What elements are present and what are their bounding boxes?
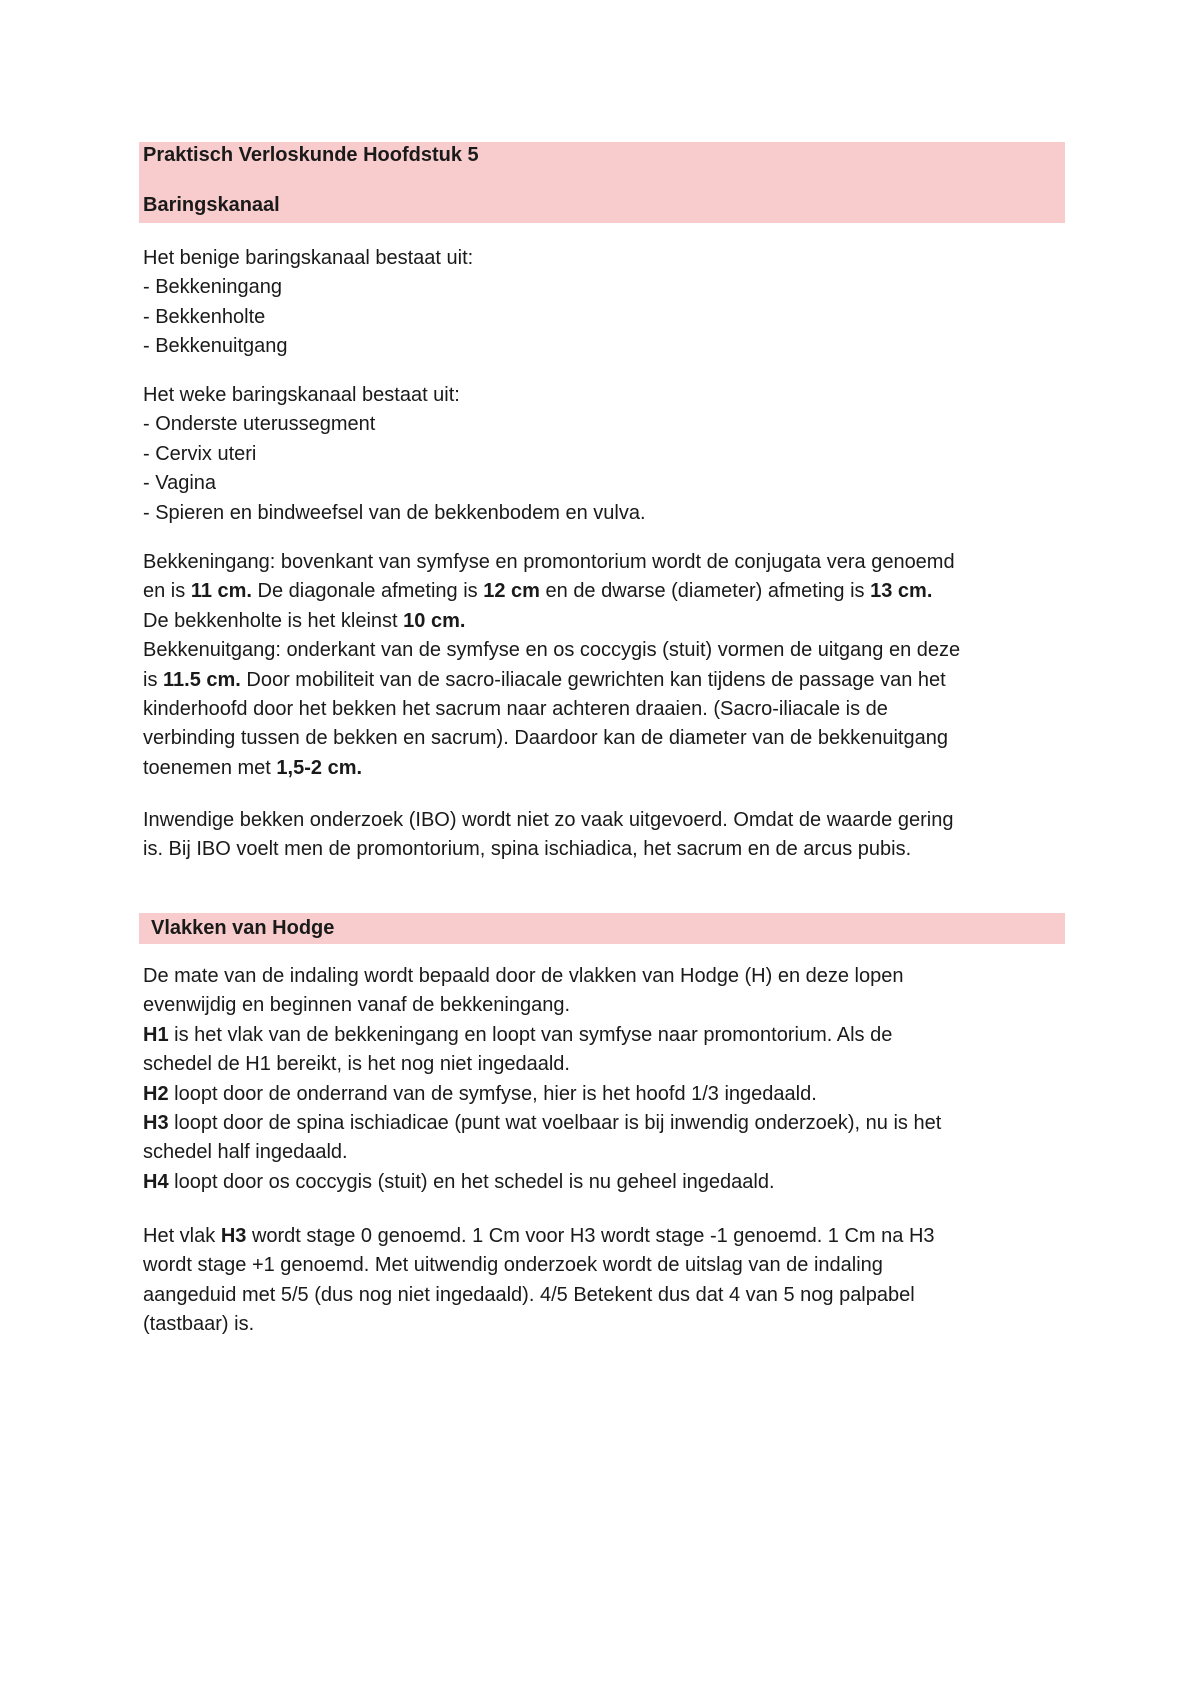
text-line: verbinding tussen de bekken en sacrum). Daardoor kan de diameter van de bekkenuitgang (143, 727, 948, 750)
text-segment: loopt door de spina ischiadicae (punt wat voelbaar is bij inwendig onderzoek), nu is het (168, 1112, 942, 1135)
text-segment: toenemen met (143, 756, 277, 779)
text-line: aangeduid met 5/5 (dus nog niet ingedaald). 4/5 Betekent dus dat 4 van 5 nog palpabel (143, 1283, 915, 1306)
week-list-block (143, 381, 1073, 528)
section-highlight-band (139, 913, 1065, 944)
ibo-paragraph (143, 806, 1073, 865)
text-line (143, 1109, 1073, 1138)
bold-text: H3 (143, 1112, 169, 1135)
text-segment: wordt stage 0 genoemd. 1 Cm voor H3 wordt stage -1 genoemd. 1 Cm na H3 (246, 1225, 935, 1247)
bold-text: H1 (143, 1023, 169, 1046)
list-item: - Spieren en bindweefsel van de bekkenbodem en vulva. (143, 501, 646, 524)
text-line: schedel half ingedaald. (143, 1141, 348, 1164)
list-item: - Cervix uteri (143, 442, 257, 465)
bold-text: H3 (220, 1225, 247, 1247)
list-item: - Bekkenuitgang (143, 335, 288, 358)
bekken-paragraph (143, 548, 1073, 783)
text-line (143, 1168, 1073, 1197)
section-heading-baringskanaal: Baringskanaal (143, 194, 280, 216)
text-segment: loopt door os coccygis (stuit) en het schedel is nu geheel ingedaald. (168, 1170, 775, 1193)
text-segment: en de dwarse (diameter) afmeting is (539, 580, 871, 603)
section-heading-hodge: Vlakken van Hodge (151, 917, 335, 939)
text-segment: is het vlak van de bekkeningang en loopt van symfyse naar promontorium. Als de (168, 1023, 893, 1046)
bold-text: 11 cm. (190, 580, 252, 603)
text-segment: Door mobiliteit van de sacro-iliacale gewrichten kan tijdens de passage van het (240, 668, 946, 691)
text-line (143, 1021, 1073, 1050)
text-segment: Het vlak (143, 1225, 221, 1247)
text-segment: loopt door de onderrand van de symfyse, hier is het hoofd 1/3 ingedaald. (168, 1082, 817, 1105)
text-segment: is (143, 668, 163, 691)
text-line: schedel de H1 bereikt, is het nog niet ingedaald. (143, 1053, 570, 1076)
text-line: Bekkeningang: bovenkant van symfyse en promontorium wordt de conjugata vera genoemd (143, 551, 955, 573)
text-line (143, 666, 1073, 695)
bold-text: 12 cm (483, 580, 540, 603)
text-segment: De diagonale afmeting is (251, 580, 484, 603)
text-line: evenwijdig en beginnen vanaf de bekkeningang. (143, 994, 571, 1017)
text-line (143, 607, 1073, 636)
text-line: (tastbaar) is. (143, 1313, 255, 1336)
text-line: is. Bij IBO voelt men de promontorium, spina ischiadica, het sacrum en de arcus pubis. (143, 838, 912, 861)
bold-text: 1,5-2 cm. (276, 756, 363, 779)
benig-list-block (143, 244, 1073, 362)
document-title: Praktisch Verloskunde Hoofdstuk 5 (143, 144, 479, 166)
bold-text: 10 cm. (403, 609, 466, 632)
week-intro: Het weke baringskanaal bestaat uit: (143, 384, 460, 406)
text-line: Inwendige bekken onderzoek (IBO) wordt niet zo vaak uitgevoerd. Omdat de waarde gering (143, 809, 954, 831)
text-line: kinderhoofd door het bekken het sacrum naar achteren draaien. (Sacro-iliacale is de (143, 698, 888, 721)
bold-text: H2 (143, 1082, 169, 1105)
text-line (143, 1080, 1073, 1109)
stage-paragraph (143, 1222, 1073, 1340)
text-line (143, 1222, 1073, 1251)
text-segment: en is (143, 580, 191, 603)
list-item: - Onderste uterussegment (143, 413, 376, 436)
benig-intro: Het benige baringskanaal bestaat uit: (143, 247, 474, 269)
text-line (143, 754, 1073, 783)
bold-text: 13 cm. (870, 580, 933, 603)
list-item: - Bekkeningang (143, 276, 282, 299)
bold-text: H4 (143, 1170, 169, 1193)
list-item: - Bekkenholte (143, 305, 266, 328)
list-item: - Vagina (143, 472, 217, 495)
text-line: wordt stage +1 genoemd. Met uitwendig onderzoek wordt de uitslag van de indaling (143, 1254, 883, 1277)
text-line: De mate van de indaling wordt bepaald door de vlakken van Hodge (H) en deze lopen (143, 965, 904, 987)
hodge-paragraph (143, 962, 1073, 1197)
text-line: Bekkenuitgang: onderkant van de symfyse en os coccygis (stuit) vormen de uitgang en deze (143, 639, 961, 662)
bold-text: 11.5 cm. (163, 668, 241, 691)
text-segment: De bekkenholte is het kleinst (143, 609, 404, 632)
text-line (143, 577, 1073, 606)
